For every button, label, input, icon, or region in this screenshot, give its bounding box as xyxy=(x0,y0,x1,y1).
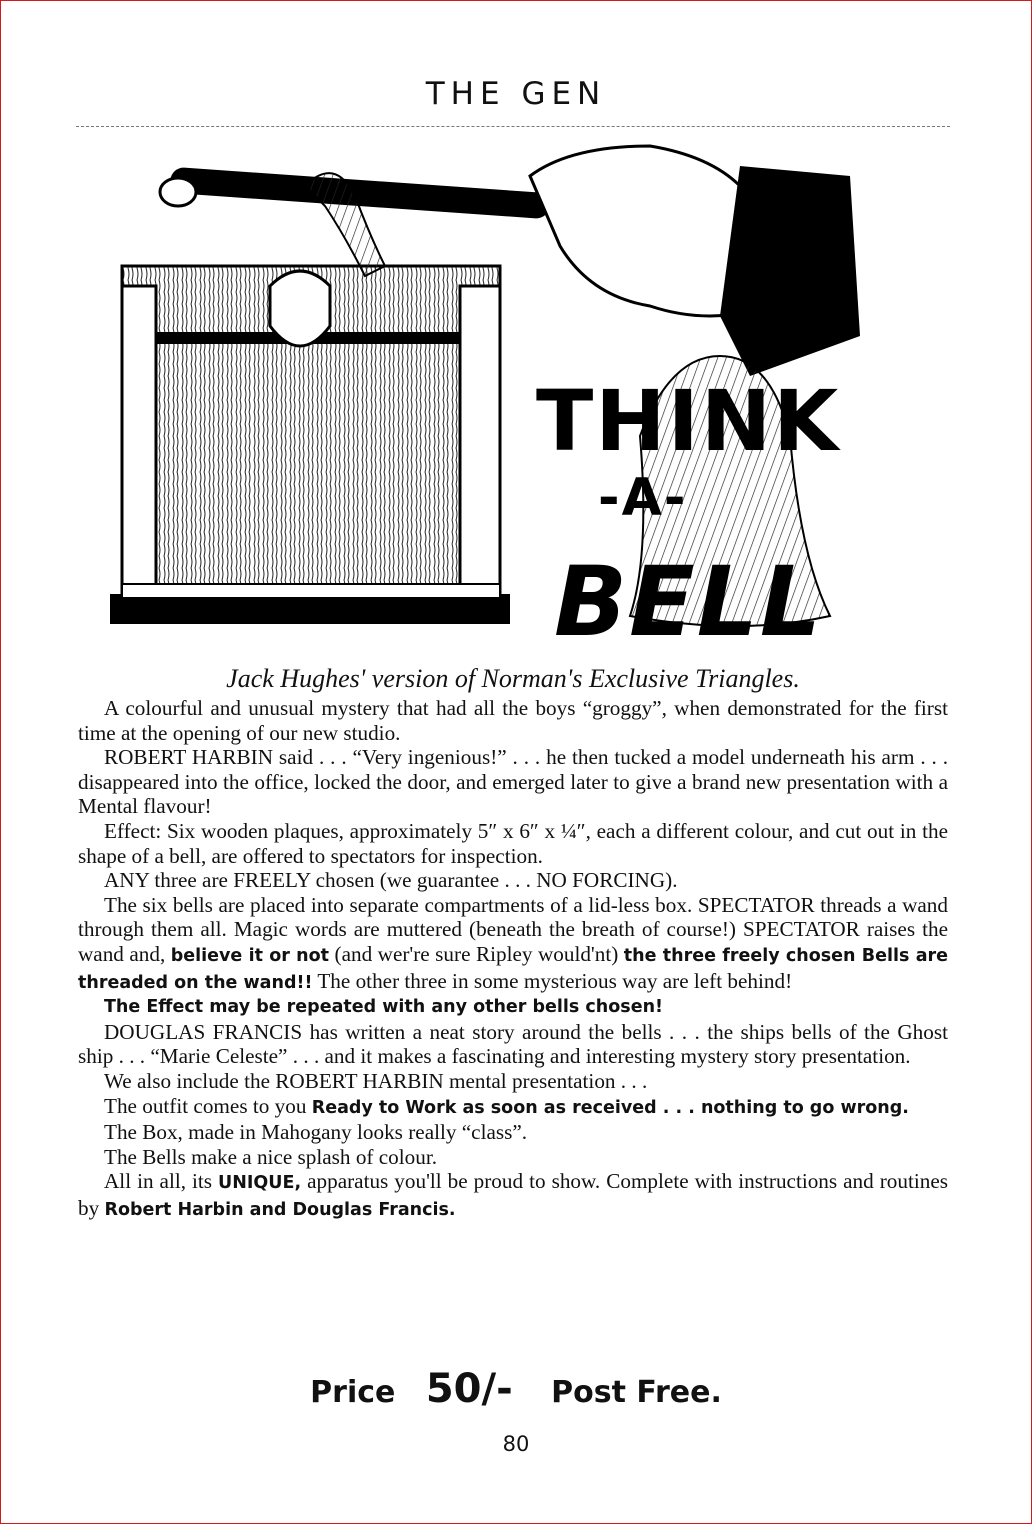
advert-body xyxy=(78,696,948,1222)
paragraph-francis-story: DOUGLAS FRANCIS has written a neat story around the bells . . . the ships bells of the Ghost ship . . . “Marie Celeste” . . . and it makes a fascinating and interesting mystery story presentation. xyxy=(78,1019,948,1069)
paragraph-effect: Effect: Six wooden plaques, approximately 5″ x 6″ x ¼″, each a different colour, and cut out in the shape of a bell, are offered to spectators for inspection. xyxy=(78,818,948,868)
paragraph-intro: A colourful and unusual mystery that had all the boys “groggy”, when demonstrated for the first time at the opening of our new studio. xyxy=(78,696,948,745)
unique-bold-a: UNIQUE, xyxy=(218,1173,302,1194)
unique-text-b: apparatus you'll be proud to show. Complete with instructions and routines by xyxy=(78,1169,948,1220)
unique-bold-b: Robert Harbin and Douglas Francis. xyxy=(104,1199,456,1220)
method-text-a: The six bells are placed into separate compartments of a lid-less box. SPECTATOR threads a wand through them all. Magic words are muttered (beneath the breath of course!) SPECTATOR raises the wand and, xyxy=(78,892,948,966)
paragraph-box: The Box, made in Mahogany looks really “class”. xyxy=(104,1120,528,1145)
paragraph-unique xyxy=(78,1169,948,1222)
unique-text-a: All in all, its xyxy=(104,1169,219,1194)
price-label: Price xyxy=(310,1375,396,1410)
paragraph-repeat: The Effect may be repeated with any other bells chosen! xyxy=(104,997,664,1018)
headline-bell: BELL xyxy=(554,546,824,658)
price-amount: 50/- xyxy=(425,1366,513,1412)
headline-a: -A- xyxy=(598,468,688,528)
price-terms: Post Free. xyxy=(551,1375,722,1410)
paragraph-ready xyxy=(78,1094,948,1121)
page-number: 80 xyxy=(502,1432,530,1456)
method-text-b: (and wer're sure Ripley would'nt) xyxy=(329,941,624,966)
header-rule xyxy=(76,126,950,127)
paragraph-mental-presentation: We also include the ROBERT HARBIN mental presentation . . . xyxy=(104,1068,648,1093)
paragraph-bells: The Bells make a nice splash of colour. xyxy=(104,1144,438,1169)
caption: Jack Hughes' version of Norman's Exclusive Triangles. xyxy=(226,664,800,693)
ready-text: The outfit comes to you xyxy=(104,1093,312,1118)
ready-bold: Ready to Work as soon as received . . . nothing to go wrong. xyxy=(311,1097,909,1118)
method-bold-b: the three freely chosen Bells are threaded on the wand!! xyxy=(78,945,949,993)
paragraph-freely-chosen: ANY three are FREELY chosen (we guarantee . . . NO FORCING). xyxy=(104,868,678,893)
method-text-c: The other three in some mysterious way are left behind! xyxy=(312,968,793,993)
paragraph-harbin-quote: ROBERT HARBIN said . . . “Very ingenious!” . . . he then tucked a model underneath his arm . . . disappeared into the office, locked the door, and emerged later to give a brand new presentation with a Mental flavour! xyxy=(78,745,948,819)
method-bold-a: believe it or not xyxy=(170,945,330,966)
price-line xyxy=(0,1366,1032,1412)
headline-think: THINK xyxy=(536,372,841,470)
running-head: THE GEN xyxy=(425,76,607,112)
paragraph-method xyxy=(78,893,948,995)
